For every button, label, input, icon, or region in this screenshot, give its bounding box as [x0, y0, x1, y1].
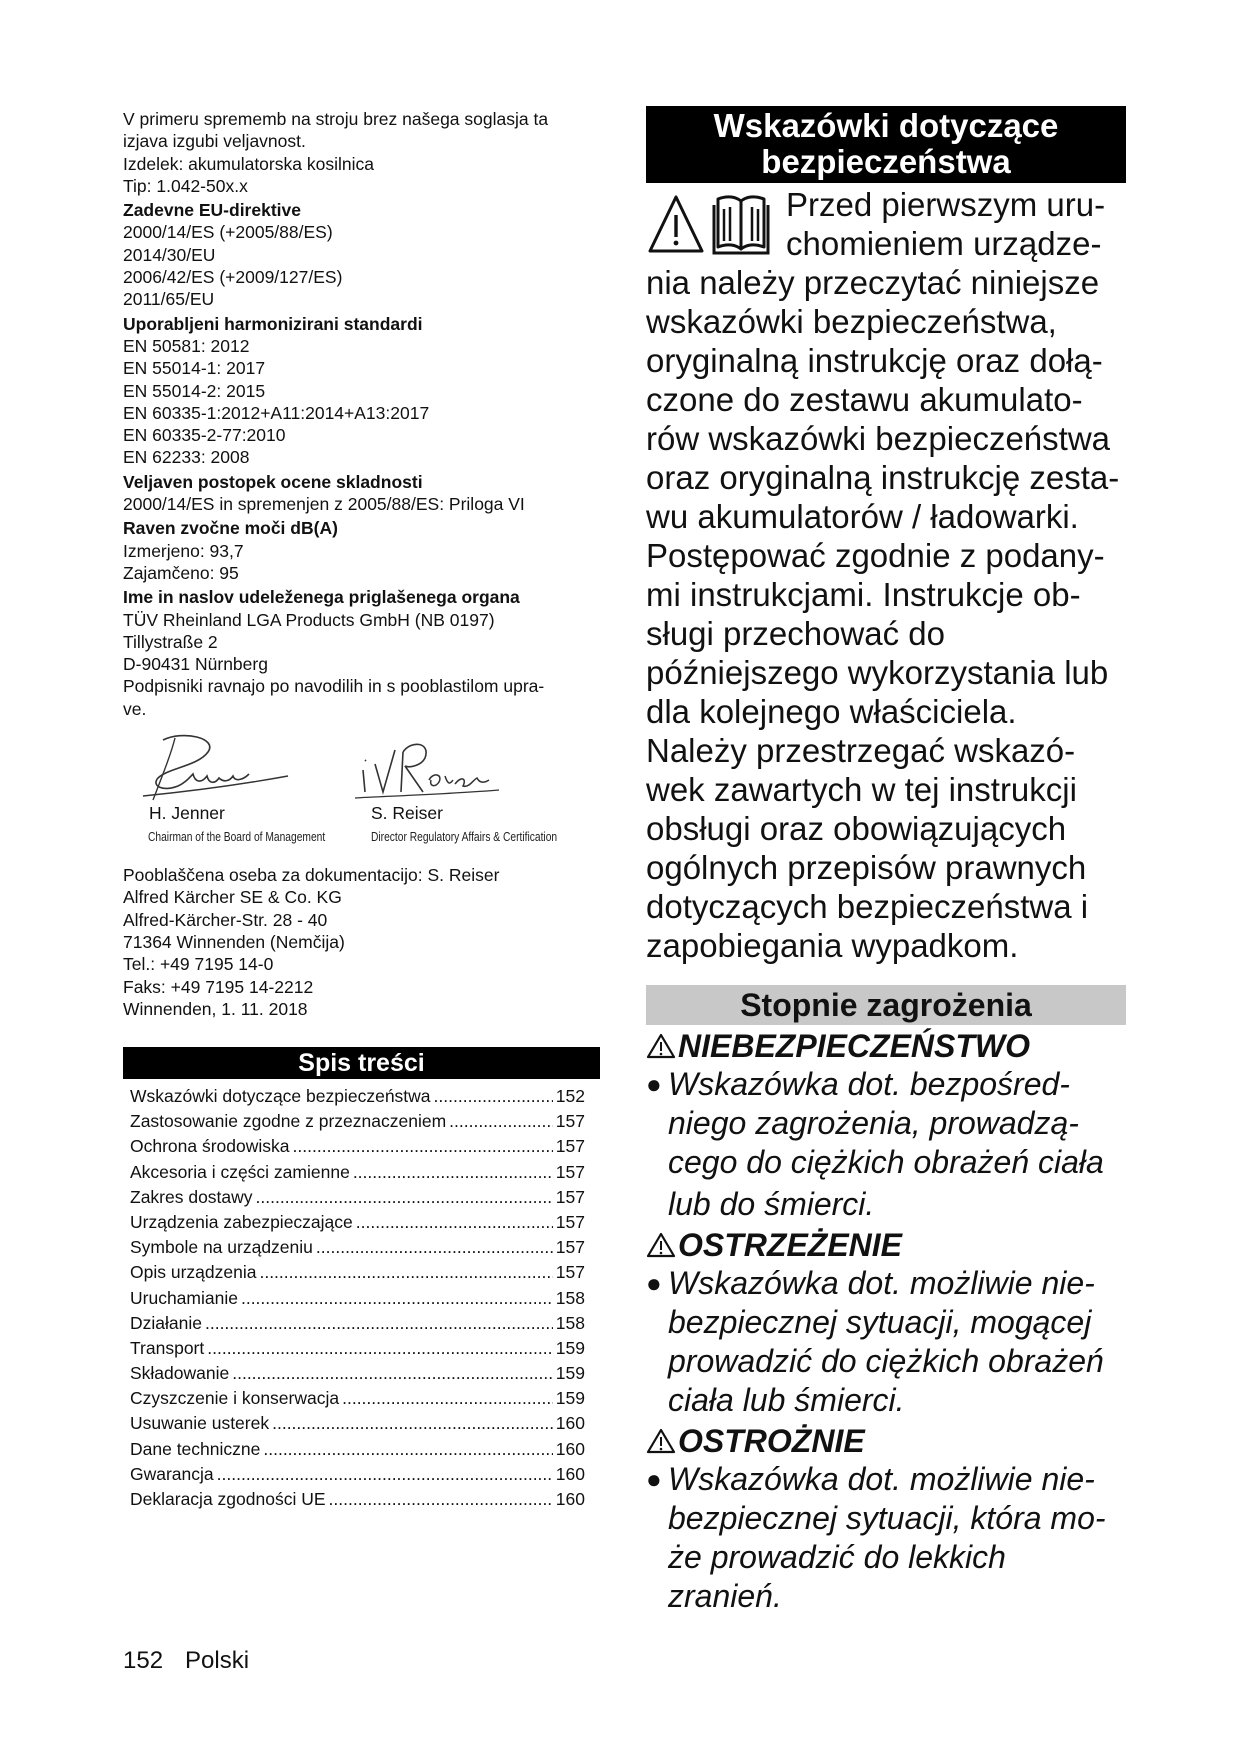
page-footer	[123, 1647, 271, 1675]
toc-entry-page: 159	[555, 1388, 585, 1409]
safety-line: mi instrukcjami. Instrukcje ob-	[646, 576, 1081, 613]
text-line: TÜV Rheinland LGA Products GmbH (NB 0197)	[123, 609, 495, 630]
toc-entry-page: 157	[555, 1161, 585, 1182]
safety-line: chomieniem urządze-	[786, 225, 1102, 262]
toc-entry-label: Czyszczenie i konserwacja	[130, 1388, 340, 1409]
text-line: Tip: 1.042-50x.x	[123, 175, 248, 196]
safety-symbols	[646, 191, 776, 261]
text-line: EN 55014-2: 2015	[123, 380, 266, 401]
toc-entry-page: 158	[555, 1287, 585, 1308]
hazard-levels-title: Stopnie zagrożenia	[646, 985, 1126, 1025]
hazard-line: lub do śmierci.	[668, 1186, 875, 1222]
text-line: Faks: +49 7195 14-2212	[123, 976, 314, 997]
toc-entry-label: Akcesoria i części zamienne	[130, 1161, 350, 1182]
signature-reiser	[351, 730, 558, 845]
hazard-line: że prowadzić do lekkich	[668, 1539, 1006, 1575]
declaration-section	[123, 108, 600, 1020]
directives-heading: Zadevne EU-direktive	[123, 200, 301, 221]
toc-entry-label: Transport	[130, 1337, 205, 1358]
hazard-line: bezpiecznej sytuacji, mogącej	[668, 1304, 1092, 1340]
hazard-line: Wskazówka dot. bezpośred-	[668, 1066, 1070, 1102]
toc-entry-label: Dane techniczne	[130, 1438, 261, 1459]
toc-entry[interactable]	[123, 1162, 600, 1187]
toc-leader	[207, 1338, 553, 1359]
text-line: Alfred Kärcher SE & Co. KG	[123, 887, 342, 908]
text-line: Tel.: +49 7195 14-0	[123, 954, 274, 975]
safety-line: nia należy przeczytać niniejsze	[646, 264, 1100, 301]
safety-line: późniejszego wykorzystania lub	[646, 654, 1109, 691]
hazard-level-description	[646, 1065, 1126, 1224]
safety-line: Postępować zgodnie z podany-	[646, 537, 1105, 574]
page-number: 152	[123, 1647, 164, 1674]
toc-leader	[449, 1111, 553, 1132]
text-line: EN 60335-1:2012+A11:2014+A13:2017	[123, 402, 430, 423]
text-line: EN 55014-1: 2017	[123, 358, 266, 379]
hazard-line: cego do ciężkich obrażeń ciała	[668, 1144, 1104, 1180]
hazard-level-description	[646, 1460, 1126, 1616]
toc-entry-label: Urządzenia zabezpieczające	[130, 1211, 353, 1232]
hazard-line: bezpiecznej sytuacji, która mo-	[668, 1500, 1106, 1536]
toc-entry[interactable]	[123, 1313, 600, 1338]
text-line: V primeru sprememb na stroju brez našega soglasja ta	[123, 109, 549, 129]
text-line: Pooblaščena oseba za dokumentacijo: S. Reiser	[123, 865, 500, 886]
notified-body-block	[123, 586, 600, 720]
issuer-block	[123, 864, 600, 1020]
bullet-icon: ●	[646, 1464, 662, 1494]
signatory-title: Director Regulatory Affairs & Certification	[371, 830, 558, 845]
toc-leader	[241, 1288, 553, 1309]
toc-entry[interactable]	[123, 1288, 600, 1313]
text-line: Zajamčeno: 95	[123, 562, 239, 583]
hazard-level-heading	[646, 1027, 1126, 1065]
text-line: 2000/14/ES in spremenjen z 2005/88/ES: Priloga VI	[123, 494, 525, 515]
directives-block	[123, 199, 600, 310]
toc-leader	[259, 1262, 552, 1283]
toc-leader	[329, 1489, 553, 1510]
hazard-line: zranień.	[668, 1578, 782, 1614]
text-line: 71364 Winnenden (Nemčija)	[123, 931, 345, 952]
toc-entry-page: 152	[555, 1086, 585, 1106]
toc-entry[interactable]	[123, 1464, 600, 1489]
toc-leader	[217, 1464, 553, 1485]
toc-entry-label: Uruchamianie	[130, 1287, 238, 1308]
toc-entry[interactable]	[123, 1489, 600, 1514]
manual-book-icon	[714, 197, 768, 253]
text-line: Podpisniki ravnajo po navodilih in s pooblastilom upra-	[123, 676, 545, 697]
safety-title	[646, 106, 1126, 183]
toc-leader	[316, 1237, 553, 1258]
safety-line: zapobiegania wypadkom.	[646, 927, 1019, 964]
toc-entry-label: Składowanie	[130, 1363, 230, 1384]
text-line: izjava izgubi veljavnost.	[123, 131, 306, 152]
safety-line: wskazówki bezpieczeństwa,	[646, 303, 1057, 340]
standards-heading: Uporabljeni harmonizirani standardi	[123, 313, 423, 334]
toc-entry[interactable]	[123, 1338, 600, 1363]
toc-leader	[263, 1439, 552, 1460]
toc-entry[interactable]	[123, 1086, 600, 1111]
toc-leader	[293, 1136, 553, 1157]
safety-line: ogólnych przepisów prawnych	[646, 849, 1087, 886]
toc-list	[123, 1086, 600, 1514]
text-line: 2000/14/ES (+2005/88/ES)	[123, 222, 333, 243]
safety-line: dotyczących bezpieczeństwa i	[646, 888, 1089, 925]
toc-entry-label: Opis urządzenia	[130, 1262, 257, 1283]
toc-entry[interactable]	[123, 1136, 600, 1161]
toc-entry-page: 157	[555, 1111, 585, 1132]
text-line: Alfred-Kärcher-Str. 28 - 40	[123, 909, 328, 930]
toc-entry-page: 159	[555, 1337, 585, 1358]
safety-line: sługi przechować do	[646, 615, 945, 652]
toc-leader	[342, 1388, 553, 1409]
text-line: Winnenden, 1. 11. 2018	[123, 998, 308, 1019]
signatory-name: S. Reiser	[371, 803, 443, 824]
toc-entry[interactable]	[123, 1111, 600, 1136]
hazard-level-name: NIEBEZPIECZEŃSTWO	[678, 1028, 1031, 1064]
toc-leader	[272, 1413, 553, 1434]
toc-leader	[256, 1187, 553, 1208]
safety-line: czone do zestawu akumulato-	[646, 381, 1083, 418]
toc-entry-label: Usuwanie usterek	[130, 1413, 270, 1434]
hazard-line: prowadzić do ciężkich obrażeń	[668, 1343, 1104, 1379]
safety-body	[646, 185, 1126, 965]
safety-title-line: bezpieczeństwa	[761, 143, 1011, 180]
hazard-line: Wskazówka dot. możliwie nie-	[668, 1265, 1095, 1301]
toc-entry-page: 157	[555, 1211, 585, 1232]
hazard-level-description	[646, 1264, 1126, 1420]
hazard-line: niego zagrożenia, prowadzą-	[668, 1105, 1079, 1141]
toc-entry[interactable]	[123, 1237, 600, 1262]
standards-block	[123, 313, 600, 469]
toc-entry-page: 160	[555, 1438, 585, 1459]
toc-entry[interactable]	[123, 1212, 600, 1237]
toc-entry-label: Deklaracja zgodności UE	[130, 1489, 326, 1509]
toc-leader	[353, 1162, 553, 1183]
toc-entry[interactable]	[123, 1262, 600, 1287]
signature-jenner	[123, 730, 326, 845]
toc-entry[interactable]	[123, 1413, 600, 1438]
toc-entry[interactable]	[123, 1187, 600, 1212]
toc-entry-page: 157	[555, 1136, 585, 1157]
text-line: Tillystraße 2	[123, 631, 218, 652]
warning-triangle-icon	[650, 197, 702, 251]
safety-section	[646, 106, 1126, 1616]
safety-line: Należy przestrzegać wskazó-	[646, 732, 1076, 769]
text-line: EN 60335-2-77:2010	[123, 425, 286, 446]
hazard-line: ciała lub śmierci.	[668, 1382, 905, 1418]
toc-entry-page: 157	[555, 1186, 585, 1207]
toc-entry-page: 158	[555, 1312, 585, 1333]
text-line: Izmerjeno: 93,7	[123, 540, 244, 561]
toc-entry[interactable]	[123, 1363, 600, 1388]
warning-triangle-icon	[646, 1032, 676, 1060]
sound-heading: Raven zvočne moči dB(A)	[123, 518, 338, 539]
toc-entry[interactable]	[123, 1388, 600, 1413]
toc-entry-page: 160	[555, 1463, 585, 1484]
toc-entry-label: Zastosowanie zgodne z przeznaczeniem	[130, 1111, 447, 1132]
language-label: Polski	[185, 1647, 250, 1674]
toc-leader	[434, 1086, 553, 1107]
toc-entry[interactable]	[123, 1439, 600, 1464]
toc-entry-label: Działanie	[130, 1312, 202, 1333]
hazard-level-name: OSTRZEŻENIE	[678, 1227, 903, 1263]
safety-line: oryginalną instrukcję oraz dołą-	[646, 342, 1103, 379]
procedure-heading: Veljaven postopek ocene skladnosti	[123, 471, 423, 492]
signatory-name: H. Jenner	[149, 803, 225, 824]
toc-entry-page: 160	[555, 1413, 585, 1434]
hazard-level-heading	[646, 1226, 1126, 1264]
safety-title-line: Wskazówki dotyczące	[713, 107, 1059, 144]
bullet-icon: ●	[646, 1268, 662, 1298]
hazard-line: Wskazówka dot. możliwie nie-	[668, 1461, 1095, 1497]
warning-triangle-icon	[646, 1427, 676, 1455]
toc-leader	[205, 1313, 553, 1334]
text-line: 2014/30/EU	[123, 244, 216, 265]
toc-leader	[232, 1363, 553, 1384]
toc-entry-label: Zakres dostawy	[130, 1186, 253, 1207]
safety-line: dla kolejnego właściciela.	[646, 693, 1017, 730]
handwritten-signature-icon	[123, 730, 293, 810]
toc-title: Spis treści	[123, 1047, 600, 1079]
toc-entry-page: 157	[555, 1262, 585, 1283]
toc-entry-page: 157	[555, 1237, 585, 1258]
text-line: EN 62233: 2008	[123, 447, 250, 468]
toc-entry-label: Symbole na urządzeniu	[130, 1237, 313, 1258]
text-line: Izdelek: akumulatorska kosilnica	[123, 153, 374, 174]
safety-line: obsługi oraz obowiązujących	[646, 810, 1067, 847]
signatory-title: Chairman of the Board of Management	[148, 830, 326, 845]
text-line: EN 50581: 2012	[123, 335, 250, 356]
table-of-contents	[123, 1047, 600, 1514]
text-line: 2011/65/EU	[123, 289, 215, 310]
warning-triangle-icon	[646, 1231, 676, 1259]
text-line: D-90431 Nürnberg	[123, 654, 268, 675]
signatures	[123, 730, 600, 860]
toc-entry-label: Wskazówki dotyczące bezpieczeństwa	[130, 1086, 431, 1106]
procedure-block	[123, 471, 600, 516]
safety-line: wu akumulatorów / ładowarki.	[646, 498, 1079, 535]
handwritten-signature-icon	[351, 730, 501, 810]
hazard-level-heading	[646, 1422, 1126, 1460]
safety-line: Przed pierwszym uru-	[786, 186, 1106, 223]
toc-entry-label: Ochrona środowiska	[130, 1136, 290, 1157]
sound-block	[123, 517, 600, 584]
safety-line: rów wskazówki bezpieczeństwa	[646, 420, 1111, 457]
safety-line: wek zawartych w tej instrukcji	[646, 771, 1077, 808]
notified-body-heading: Ime in naslov udeleženega priglašenega organa	[123, 587, 520, 608]
safety-line: oraz oryginalną instrukcję zesta-	[646, 459, 1120, 496]
toc-leader	[356, 1212, 553, 1233]
bullet-icon: ●	[646, 1069, 662, 1099]
text-line: 2006/42/ES (+2009/127/ES)	[123, 267, 343, 288]
hazard-level-name: OSTROŻNIE	[678, 1423, 865, 1459]
declaration-intro	[123, 108, 600, 197]
toc-entry-page: 159	[555, 1363, 585, 1384]
toc-entry-page: 160	[555, 1489, 585, 1509]
toc-entry-label: Gwarancja	[130, 1463, 214, 1484]
text-line: ve.	[123, 698, 147, 719]
